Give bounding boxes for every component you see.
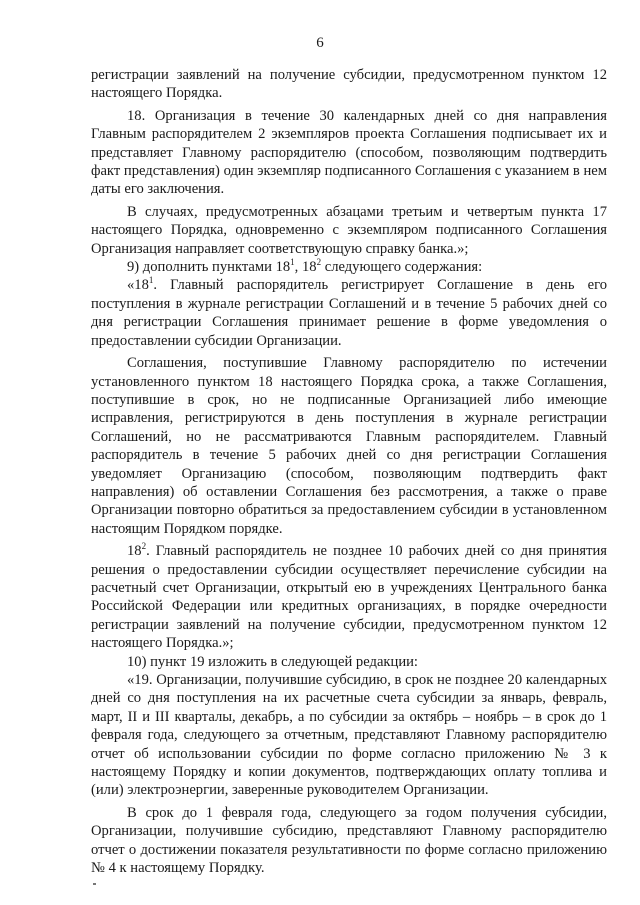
paragraph: Соглашения, поступившие Главному распорядителю по истечении установленного пунктом 18 настоящего Порядка срока, а также Соглашения, поступившие в срок, но не подписанные Организацией либо имеющие исправления, регистрируются в день поступления в журнале регистрации Соглашений, но не рассматриваются Главным распорядителем. Главный распорядитель в течение 5 рабочих дней со дня регистрации Соглашения уведомляет Организацию (способом, позволяющим подтвердить факт направления) об оставлении Соглашения без рассмотрения, а также о праве Организации повторно обратиться за предоставлением субсидии в установленном настоящим Порядком порядке. xyxy=(91,355,607,537)
paragraph: В срок до 1 февраля года, следующего за годом получения субсидии, Организации, получившие субсидию, представляют Главному распорядителю отчет о достижении показателя результативности по форме согласно приложению № 4 к настоящему Порядку. xyxy=(91,804,607,877)
paragraph-clause-18-1 xyxy=(91,276,607,350)
superscript: 2 xyxy=(316,257,322,268)
text-run: . Главный распорядитель регистрирует Соглашение в день его поступления в журнале регистрации Соглашений и в течение 5 рабочих дней со дня регистрации Соглашения принимает решение в форме уведомления о предоставлении субсидии Организации. xyxy=(91,277,607,349)
paragraph-clause-19: «19. Организации, получившие субсидию, в срок не позднее 20 календарных дней со дня поступления на их расчетные счета субсидии за январь, февраль, март, II и III кварталы, декабрь, а по субсидии за октябрь – ноябрь – в срок до 1 февраля года, следующего за отчетным, представляют Главному распорядителю отчет об использовании субсидии по форме согласно приложению № 3 к настоящему Порядку и копии документов, подтверждающих оплату топлива и (или) электроэнергии, заверенные руководителем Организации. xyxy=(91,672,607,799)
scan-artifact xyxy=(93,883,96,885)
text-run: следующего содержания: xyxy=(321,259,483,276)
superscript: 1 xyxy=(290,257,295,268)
text-run: 18 xyxy=(127,543,142,560)
page-number: 6 xyxy=(316,35,324,51)
superscript: 2 xyxy=(141,541,147,552)
paragraph-amendment-9 xyxy=(91,258,607,276)
paragraph-clause-18-2 xyxy=(91,542,607,652)
superscript: 1 xyxy=(148,275,154,286)
paragraph: регистрации заявлений на получение субсидии, предусмотренном пунктом 12 настоящего Порядка. xyxy=(91,67,607,102)
document-body xyxy=(91,66,607,877)
text-run: . Главный распорядитель не позднее 10 рабочих дней со дня принятия решения о предоставлении субсидии осуществляет перечисление субсидии на расчетный счет Организации, открытый ею в учреждениях Центрального банка Российской Федерации или кредитных организациях, в порядке очередности регистрации заявлений на получение субсидии, предусмотренном пунктом 12 настоящего Порядка.»; xyxy=(91,543,607,652)
paragraph: В случаях, предусмотренных абзацами третьим и четвертым пункта 17 настоящего Порядка, одновременно с экземпляром подписанного Соглашения Организация направляет соответствующую справку банка.»; xyxy=(91,203,607,257)
text-run: «18 xyxy=(127,277,149,294)
paragraph-amendment-10: 10) пункт 19 изложить в следующей редакции: xyxy=(127,653,418,670)
text-run: 9) дополнить пунктами 18 xyxy=(127,259,291,276)
text-run: , 18 xyxy=(294,259,317,276)
paragraph: 18. Организация в течение 30 календарных дней со дня направления Главным распорядителем 2 экземпляров проекта Соглашения подписывает их и представляет Главному распорядителю (способом, позволяющим подтвердить факт представления) один экземпляр подписанного Соглашения с указанием в нем даты его заключения. xyxy=(91,107,607,198)
